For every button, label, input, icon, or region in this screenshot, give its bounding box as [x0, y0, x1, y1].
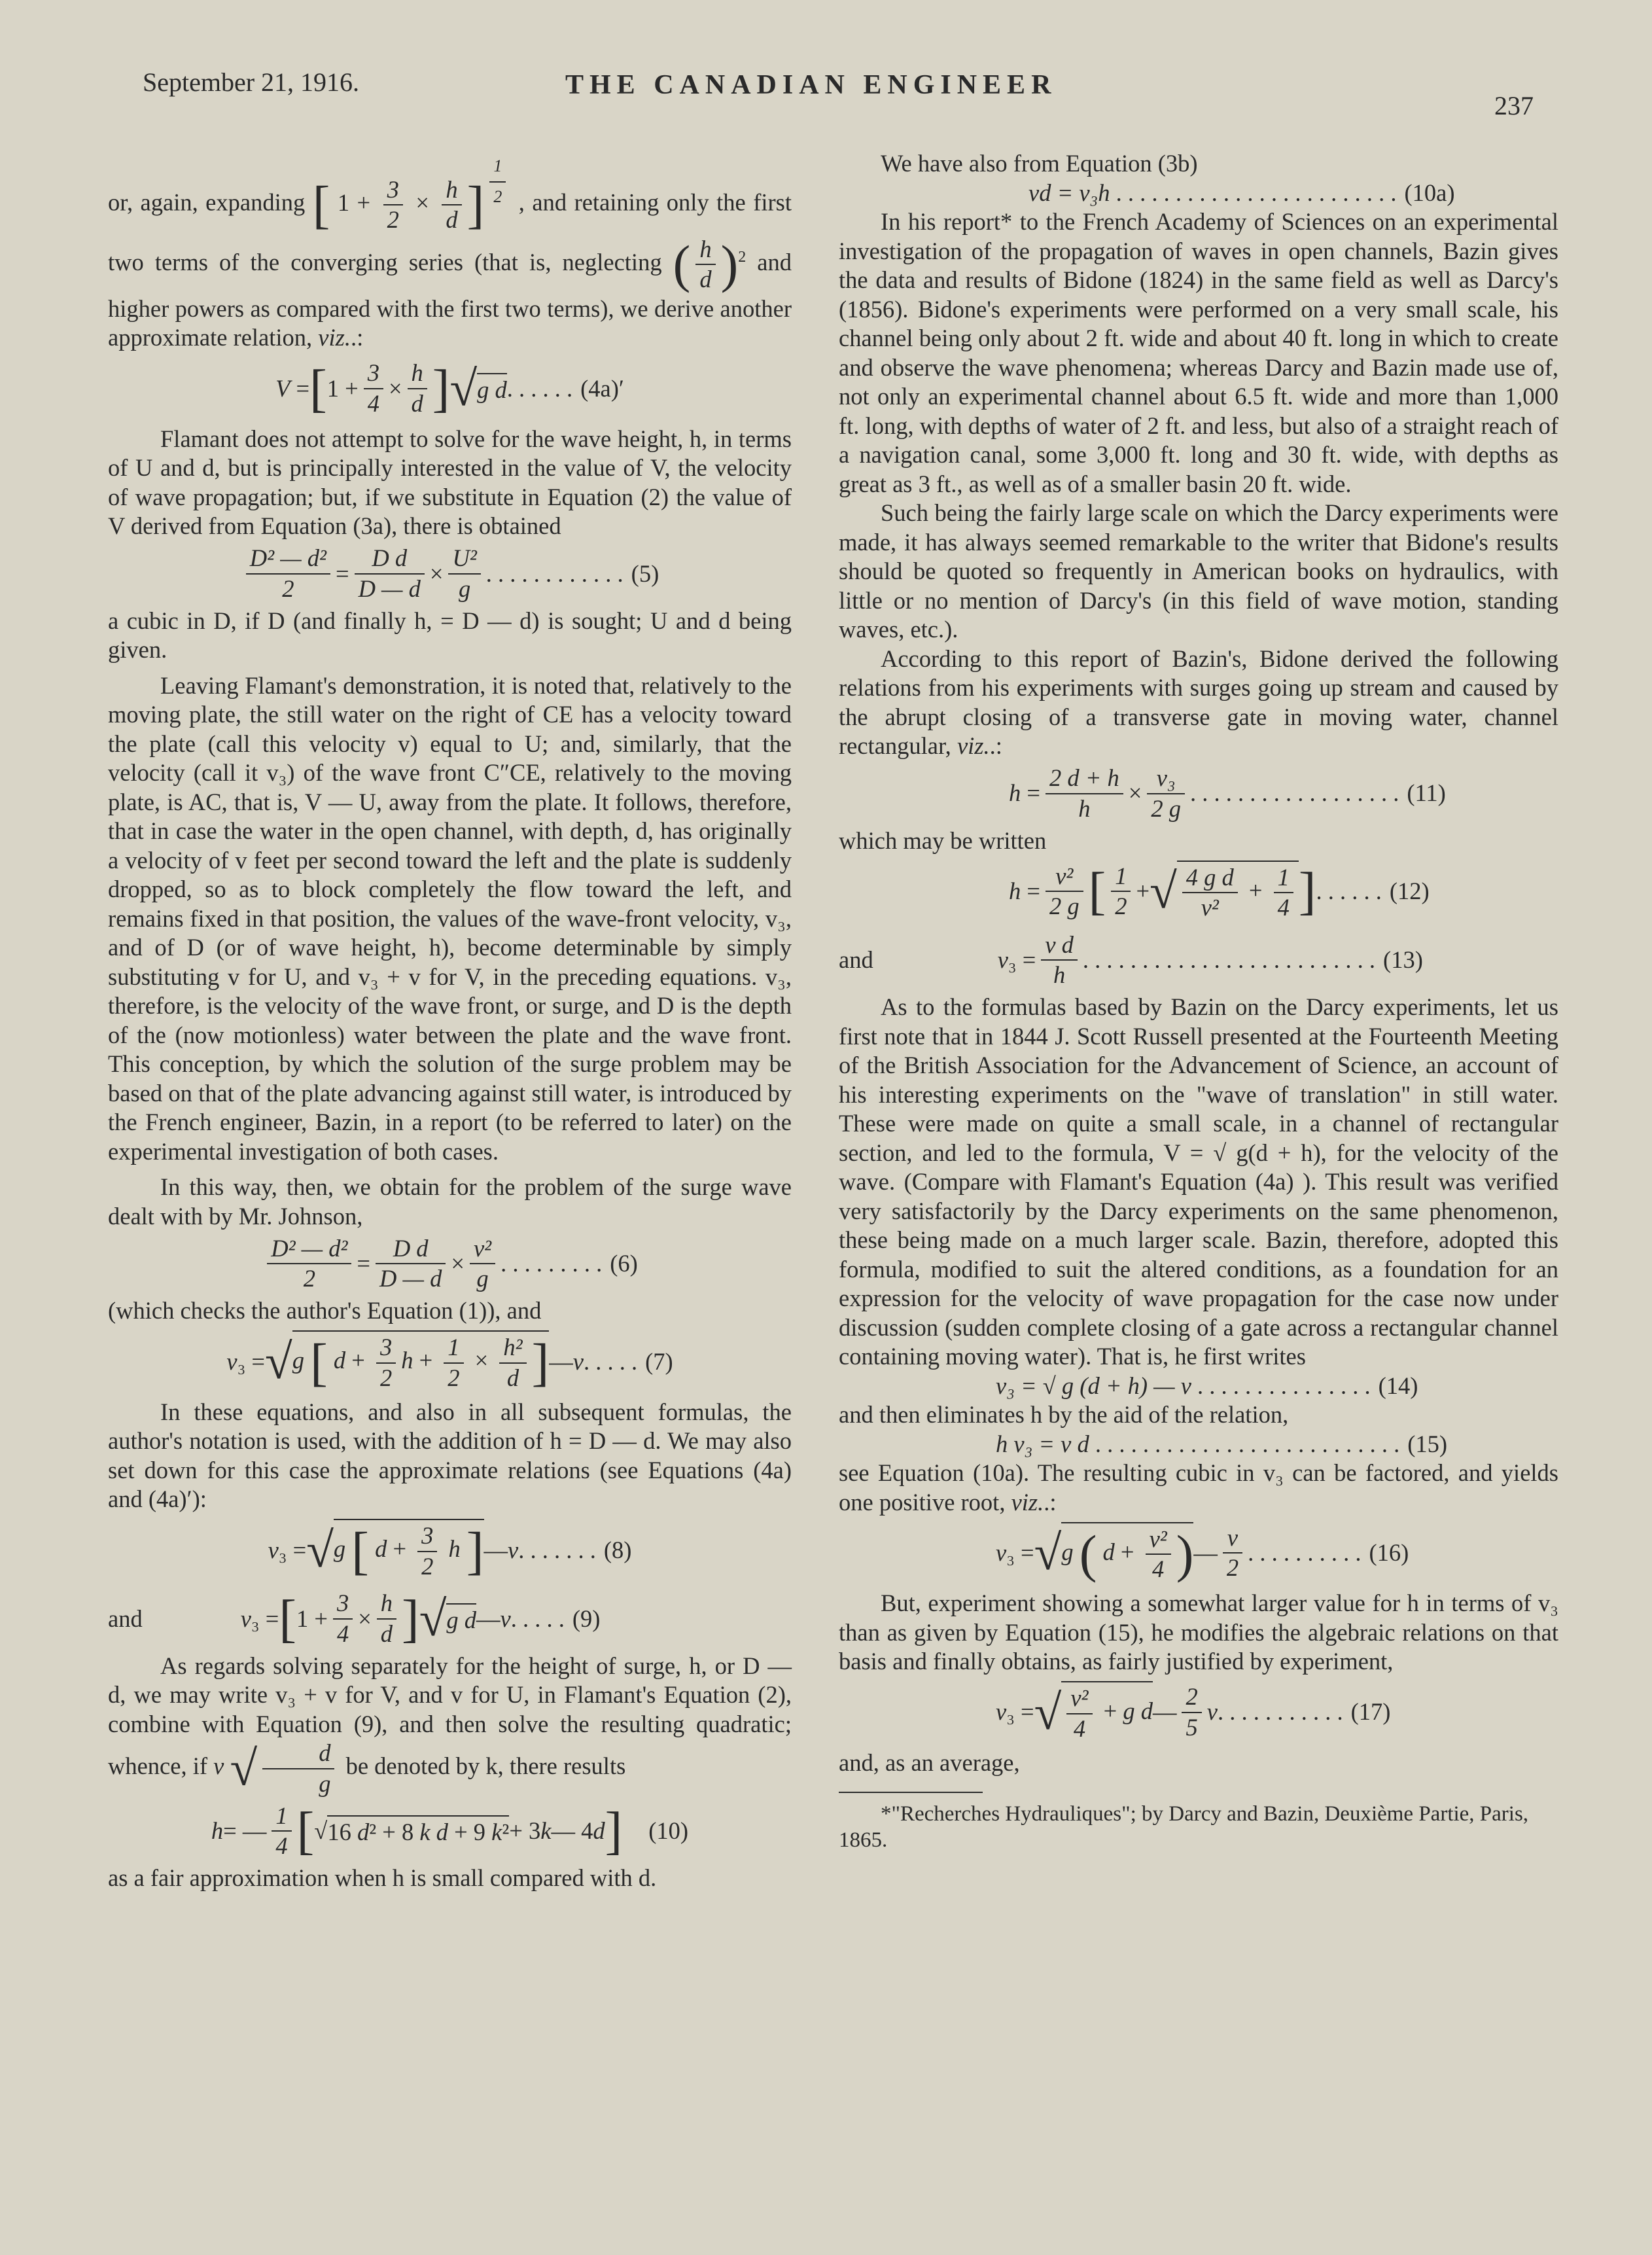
equation-9: and v ₃ = [ 1 + $\frac{3}{4}$ × $\frac{h}{d}$ ] √ g d — v . . . . . (9): [108, 1589, 601, 1648]
footnote-rule: [839, 1792, 983, 1793]
equation-13: and v ₃ = $\frac{\text{v d}}{h}$ . . . . . . . . . . . . . . . . . . . . . . . . . (13): [839, 931, 1423, 988]
right-paragraph-8: see Equation (10a). The resulting cubic in v₃ can be factored, and yields one positive root, viz..:: [839, 1459, 1558, 1516]
left-paragraph-6: (which checks the author's Equation (1)), and: [108, 1297, 542, 1324]
equation-8: v ₃ = √ g [ d + $\frac{3}{2}$ h ] — v . . . . . . . (8): [108, 1514, 792, 1586]
left-paragraph-2: Flamant does not attempt to solve for the wave height, h, in terms of U and d, but is principally interested in the value of V, the velocity of wave propagation; but, if we substitute in Equation (2) the value of V derived from Equation (3a), there is obtained: [108, 425, 792, 540]
equation-11: h = $\frac{2 d + h}{h}$ × $\frac{\text{v₃}}{2 g}$ . . . . . . . . . . . . . . . . . . (11): [1009, 764, 1446, 822]
left-paragraph-5: In this way, then, we obtain for the problem of the surge wave dealt with by Mr. Johnson,: [108, 1173, 792, 1230]
left-paragraph-9: as a fair approximation when h is small compared with d.: [108, 1864, 657, 1892]
left-paragraph-8: As regards solving separately for the height of surge, h, or D — d, we may write v₃ + v for V, and v for U, in Flamant's Equation (2), combine with Equation (9), and then solve the resulting quadratic; whence, if v √ $\frac{d}{g}$ be denoted by k, there results: [108, 1652, 792, 1797]
right-paragraph-3: Such being the fairly large scale on which the Darcy experiments were made, it has always seemed remarkable to the writer that Bidone's results should be quoted so frequently in American books on hydraulics, with little or no mention of Darcy's (in this field of wave motion, standing waves, etc.).: [839, 499, 1558, 643]
equation-17: v ₃ = √ $\frac{\text{v²}}{4}$ + g d — $\frac{2}{5}$ v . . . . . . . . . . . (17): [839, 1677, 1558, 1749]
equation-4a-prime: V = [ 1 + $\frac{3}{4}$ × $\frac{h}{d}$ ] √ g d . . . . . . (4a)′: [275, 359, 624, 417]
right-paragraph-5: which may be written: [839, 826, 1047, 854]
right-column: [839, 149, 1558, 1853]
equation-7: v ₃ = √ g [ d + $\frac{3}{2}$ h + $\frac{1}{2}$ × $\frac{\text{h²}}{d}$ ] — v . . . . . (7): [108, 1326, 792, 1398]
equation-5: $\frac{\text{D² — d²}}{2}$ = $\frac{\text{D d}}{D — d}$ × $\frac{\text{U²}}{g}$ . . . . . . . . . . . . (5): [108, 541, 792, 607]
right-paragraph-1: We have also from Equation (3b): [881, 150, 1198, 177]
equation-14: v₃ = √ g (d + h) — v . . . . . . . . . . . . . . . (14): [996, 1372, 1418, 1399]
left-column: [108, 152, 792, 1893]
right-paragraph-9: But, experiment showing a somewhat larger value for h in terms of v₃ than as given by Equation (15), he modifies the algebraic relations on that basis and finally obtains, as fairly justified by experiment,: [839, 1589, 1558, 1675]
header-journal-title: THE CANADIAN ENGINEER: [565, 70, 1057, 100]
right-paragraph-2: In his report* to the French Academy of Sciences on an experimental investigation of the propagation of waves in open channels, Bazin gives the data and results of Bidone (1824) in the same field as well as Darcy's (1856). Bidone's experiments were performed on a very small scale, his channel being only about 2 ft. wide and about 40 ft. long in which to create and observe the wave phenomena; whereas Darcy and Bazin made use of, not only an experimental channel about 6.5 ft. wide and more than 1,000 ft. long, with depths of water of 2 ft. and less, but also of a straight reach of a navigation canal, some 3,000 ft. long and 30 ft. wide, with depths as great as 3 ft., as well as of a smaller basin 20 ft. wide.: [839, 208, 1558, 497]
equation-12: h = $\frac{\text{v²}}{2 g}$ [ $\frac{1}{2}$ + √ $\frac{\text{4 g d}}{\text{v²}}$ + $\frac{1}{4}$ ] . . . . . . (12): [839, 855, 1558, 927]
header-page-number: 237: [1494, 91, 1534, 120]
header-date: September 21, 1916.: [143, 67, 360, 97]
equation-16: v ₃ = √ g ( d + $\frac{\text{v²}}{4}$ ) — $\frac{v}{2}$ . . . . . . . . . . (16): [839, 1517, 1558, 1589]
right-paragraph-7: and then eliminates h by the aid of the relation,: [839, 1401, 1289, 1428]
expansion-expression: [ 1 + $\frac{3}{2}$ × $\frac{h}{d}$ ] $\frac{1}{2}$: [313, 189, 512, 216]
left-paragraph-1: or, again, expanding [ 1 + $\frac{3}{2}$ × $\frac{h}{d}$ ] $\frac{1}{2}$ , and retaining only the first two terms of the converging series (that is, neglecting ( $\frac{h}{d}$ )$^2$ and higher powers as compared with the first two terms), we derive another approximate relation, viz..:: [108, 152, 792, 353]
equation-10a: vd = v₃h . . . . . . . . . . . . . . . . . . . . . . . . (10a): [1028, 179, 1455, 206]
footnote: *"Recherches Hydrauliques"; by Darcy and Bazin, Deuxième Partie, Paris, 1865.: [839, 1802, 1529, 1852]
right-paragraph-10: and, as an average,: [839, 1749, 1020, 1776]
right-paragraph-4: According to this report of Bazin's, Bidone derived the following relations from his experiments with surges going up stream and caused by the abrupt closing of a transverse gate in moving water, channel rectangular, viz..:: [839, 645, 1558, 759]
equation-15: h v₃ = v d . . . . . . . . . . . . . . . . . . . . . . . . . . (15): [996, 1430, 1448, 1457]
right-paragraph-6: As to the formulas based by Bazin on the Darcy experiments, let us first note that in 1844 J. Scott Russell presented at the Fourteenth Meeting of the British Association for the Advancement of Science, an account of his interesting experiments on the "wave of translation" in still water. These were made on quite a small scale, in a channel of rectangular section, and led to the formula, V = √ g(d + h), for the velocity of the wave. (Compare with Flamant's Equation (4a) ). This result was verified very satisfactorily by the Darcy experiments on the same phenomenon, these being made on a much larger scale. Bazin, therefore, adopted this formula, modified to suit the altered conditions, as a foundation for an expression for the velocity of wave propagation for the case now under discussion (sudden complete closing of a gate across a rectangular channel containing moving water). That is, he first writes: [839, 993, 1558, 1370]
left-paragraph-7: In these equations, and also in all subsequent formulas, the author's notation is used, with the addition of h = D — d. We may also set down for this case the approximate relations (see Equations (4a) and (4a)′):: [108, 1398, 792, 1513]
left-paragraph-4: Leaving Flamant's demonstration, it is noted that, relatively to the moving plate, the still water on the right of CE has a velocity toward the plate (call this velocity v) equal to U; and, similarly, that the velocity (call it v₃) of the wave front C″CE, relatively to the moving plate, is AC, that is, V — U, away from the plate. It follows, therefore, that in case the water in the open channel, with depth, d, has originally a velocity of v feet per second toward the left and the plate is suddenly dropped, so as to block completely the flow toward the left, and remains fixed in that position, the values of the wave-front velocity, v₃, and of D (or of wave height, h), become determinable by simply substituting v for U, and v₃ + v for V, in the preceding equations. v₃, therefore, is the velocity of the wave front, or surge, and D is the depth of the (now motionless) water between the plate and the wave front. This conception, by which the solution of the surge problem may be based on that of the plate advancing against still water, is introduced by the French engineer, Bazin, in a report (to be referred to later) on the experimental investigation of both cases.: [108, 671, 792, 1165]
left-paragraph-3: a cubic in D, if D (and finally h, = D — d) is sought; U and d being given.: [108, 607, 792, 664]
equation-6: $\frac{\text{D² — d²}}{2}$ = $\frac{\text{D d}}{D — d}$ × $\frac{\text{v²}}{g}$ . . . . . . . . . (6): [108, 1231, 792, 1296]
equation-10: h = — $\frac{1}{4}$ [ √ 16 d² + 8 k d + 9 k² + 3 k — 4 d ] (10): [211, 1802, 689, 1860]
